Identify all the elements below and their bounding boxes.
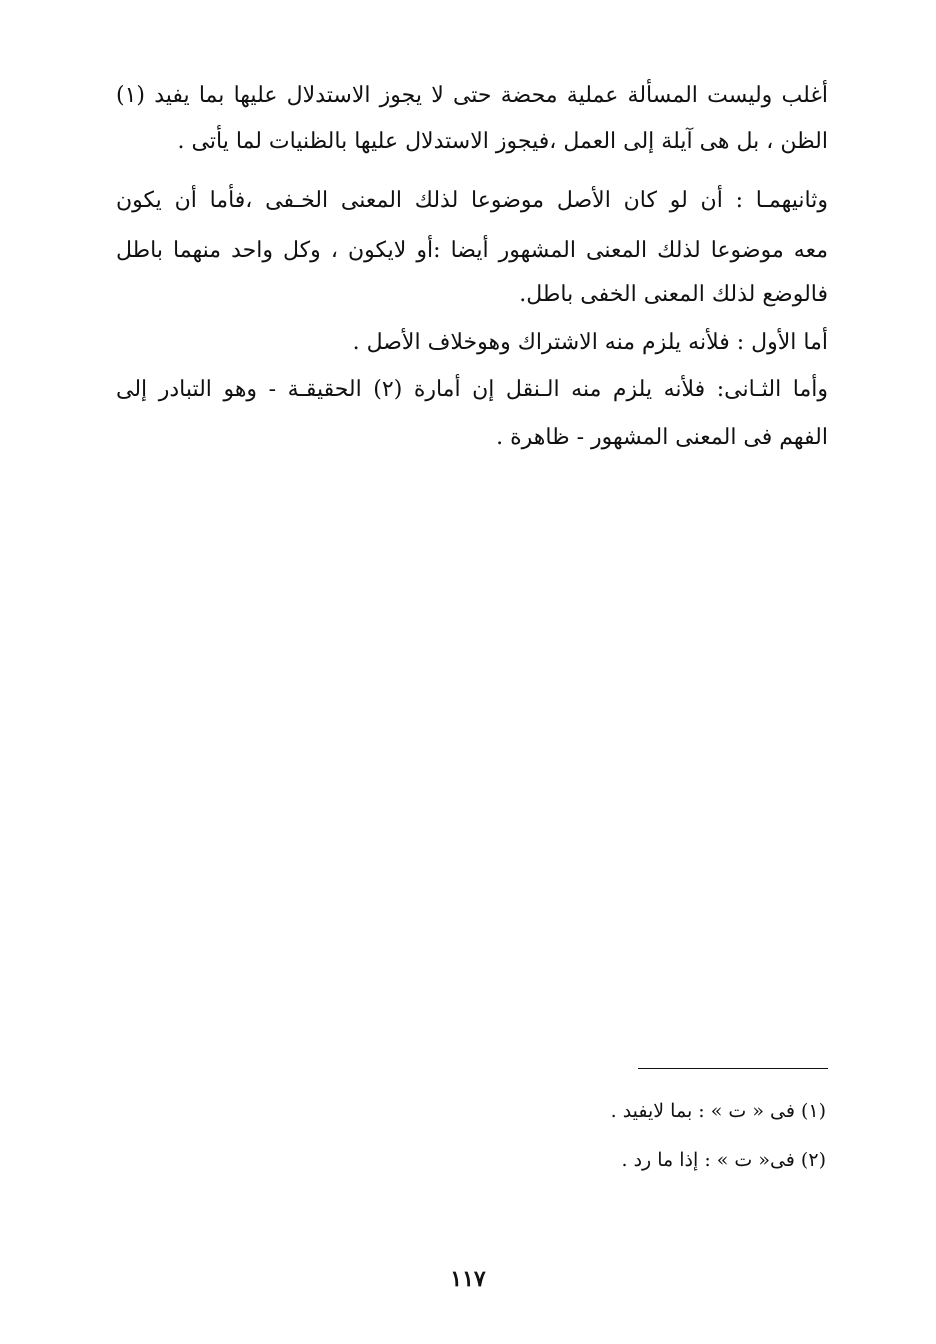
- footnote-1: (١) فى « ت » : بما لايفيد .: [610, 1100, 826, 1122]
- text-line-1: أغلب وليست المسألة عملية محضة حتى لا يجوز الاستدلال عليها بما يفيد (١): [116, 83, 828, 108]
- text-line-8: الفهم فى المعنى المشهور - ظاهرة .: [496, 425, 828, 450]
- text-line-3: وثانيهمـا : أن لو كان الأصل موضوعا لذلك المعنى الخـفى ،فأما أن يكون: [116, 188, 828, 213]
- text-line-7: وأما الثـانى: فلأنه يلزم منه الـنقل إن أمارة (٢) الحقيقـة - وهو التبادر إلى: [116, 377, 828, 402]
- text-line-2: الظن ، بل هى آيلة إلى العمل ،فيجوز الاستدلال عليها بالظنيات لما يأتى .: [177, 129, 828, 154]
- page-number: ١١٧: [450, 1266, 486, 1292]
- text-line-5: فالوضع لذلك المعنى الخفى باطل.: [519, 282, 828, 307]
- footnote-2: (٢) فى« ت » : إذا ما رد .: [621, 1149, 826, 1171]
- text-line-6: أما الأول : فلأنه يلزم منه الاشتراك وهوخلاف الأصل .: [352, 330, 828, 355]
- text-line-4: معه موضوعا لذلك المعنى المشهور أيضا :أو لايكون ، وكل واحد منهما باطل: [116, 238, 828, 263]
- footnote-separator: [638, 1068, 828, 1069]
